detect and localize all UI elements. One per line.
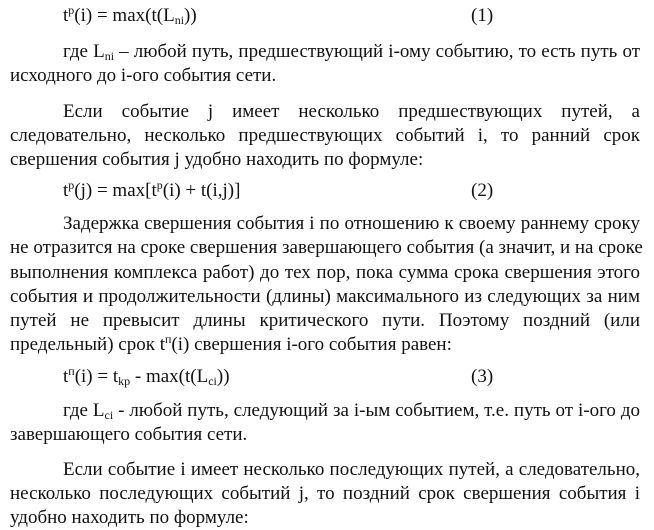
formula-3 [63,364,230,389]
formula-text: )) [216,366,230,387]
text: - любой путь, следующий за i-ым событием, т.е. путь от i-ого до [113,400,640,421]
paragraph-5-line-1: Если событие i имеет несколько последующих путей, а следовательно, [63,459,640,480]
paragraph-1-line-1 [10,39,640,64]
paragraph-4-line-1 [63,398,640,423]
paragraph-4-line-2: завершающего события сети. [10,424,248,445]
subscript: ni [104,49,115,63]
formula-1-number: (1) [471,5,494,26]
paragraph-3-line-5: путей не превысит длины критического пути. Поэтому поздний (или [10,310,640,331]
paragraph-3-line-6 [10,332,452,357]
paragraph-2-line-1: Если событие j имеет несколько предшествующих путей, а [63,101,640,122]
formula-text: (i) + t(i,j)] [162,180,241,201]
paragraph-3-line-1: Задержка свершения события i по отношению к своему раннему сроку [63,213,640,234]
text: (i) свершения i-ого события равен: [171,334,452,355]
formula-text: )) [184,5,197,26]
paragraph-2-line-2: следовательно, несколько предшествующих событий i, то ранний срок [10,125,640,146]
paragraph-2-line-3: свершения события j удобно находить по формуле: [10,149,424,170]
formula-sup: р [156,178,163,192]
formula-text: (i) = t [74,366,119,387]
formula-text: (j) = max[t [74,180,157,201]
paragraph-3-line-3: выполнения комплекса работ) до тех пор, пока сумма срока свершения этого [10,262,640,283]
formula-2-number: (2) [471,180,494,201]
formula-sup: р [68,3,75,17]
formula-text: t [63,180,69,201]
paragraph-3-line-2: не отразится на сроке свершения завершающего события (а значит, и на сроке [10,237,643,258]
formula-3-number: (3) [471,366,494,387]
formula-sub: ci [208,374,217,388]
formula-2 [63,178,240,203]
text: где L [63,41,105,62]
subscript: ci [104,408,114,422]
superscript: п [164,332,172,346]
formula-1 [63,3,197,28]
formula-sub: ni [174,13,185,27]
text: предельный) срок t [10,334,165,355]
formula-text: (i) = max(t(L [74,5,175,26]
formula-sub: kp [118,374,131,388]
formula-text: - max(t(L [130,366,209,387]
paragraph-5-line-2: несколько последующих событий j, то поздний срок свершения события i [10,483,640,504]
text: где L [63,400,105,421]
formula-sup: п [68,364,75,378]
text: – любой путь, предшествующий i-ому событию, то есть путь от [114,41,640,62]
paragraph-5-line-3: удобно находить по формуле: [10,507,249,528]
formula-text: t [63,366,69,387]
formula-sup: р [68,178,75,192]
paragraph-3-line-4: события и продолжительности (длины) максимального из следующих за ним [10,286,640,307]
formula-text: t [63,5,69,26]
paragraph-1-line-2: исходного до i-ого события сети. [10,65,277,86]
